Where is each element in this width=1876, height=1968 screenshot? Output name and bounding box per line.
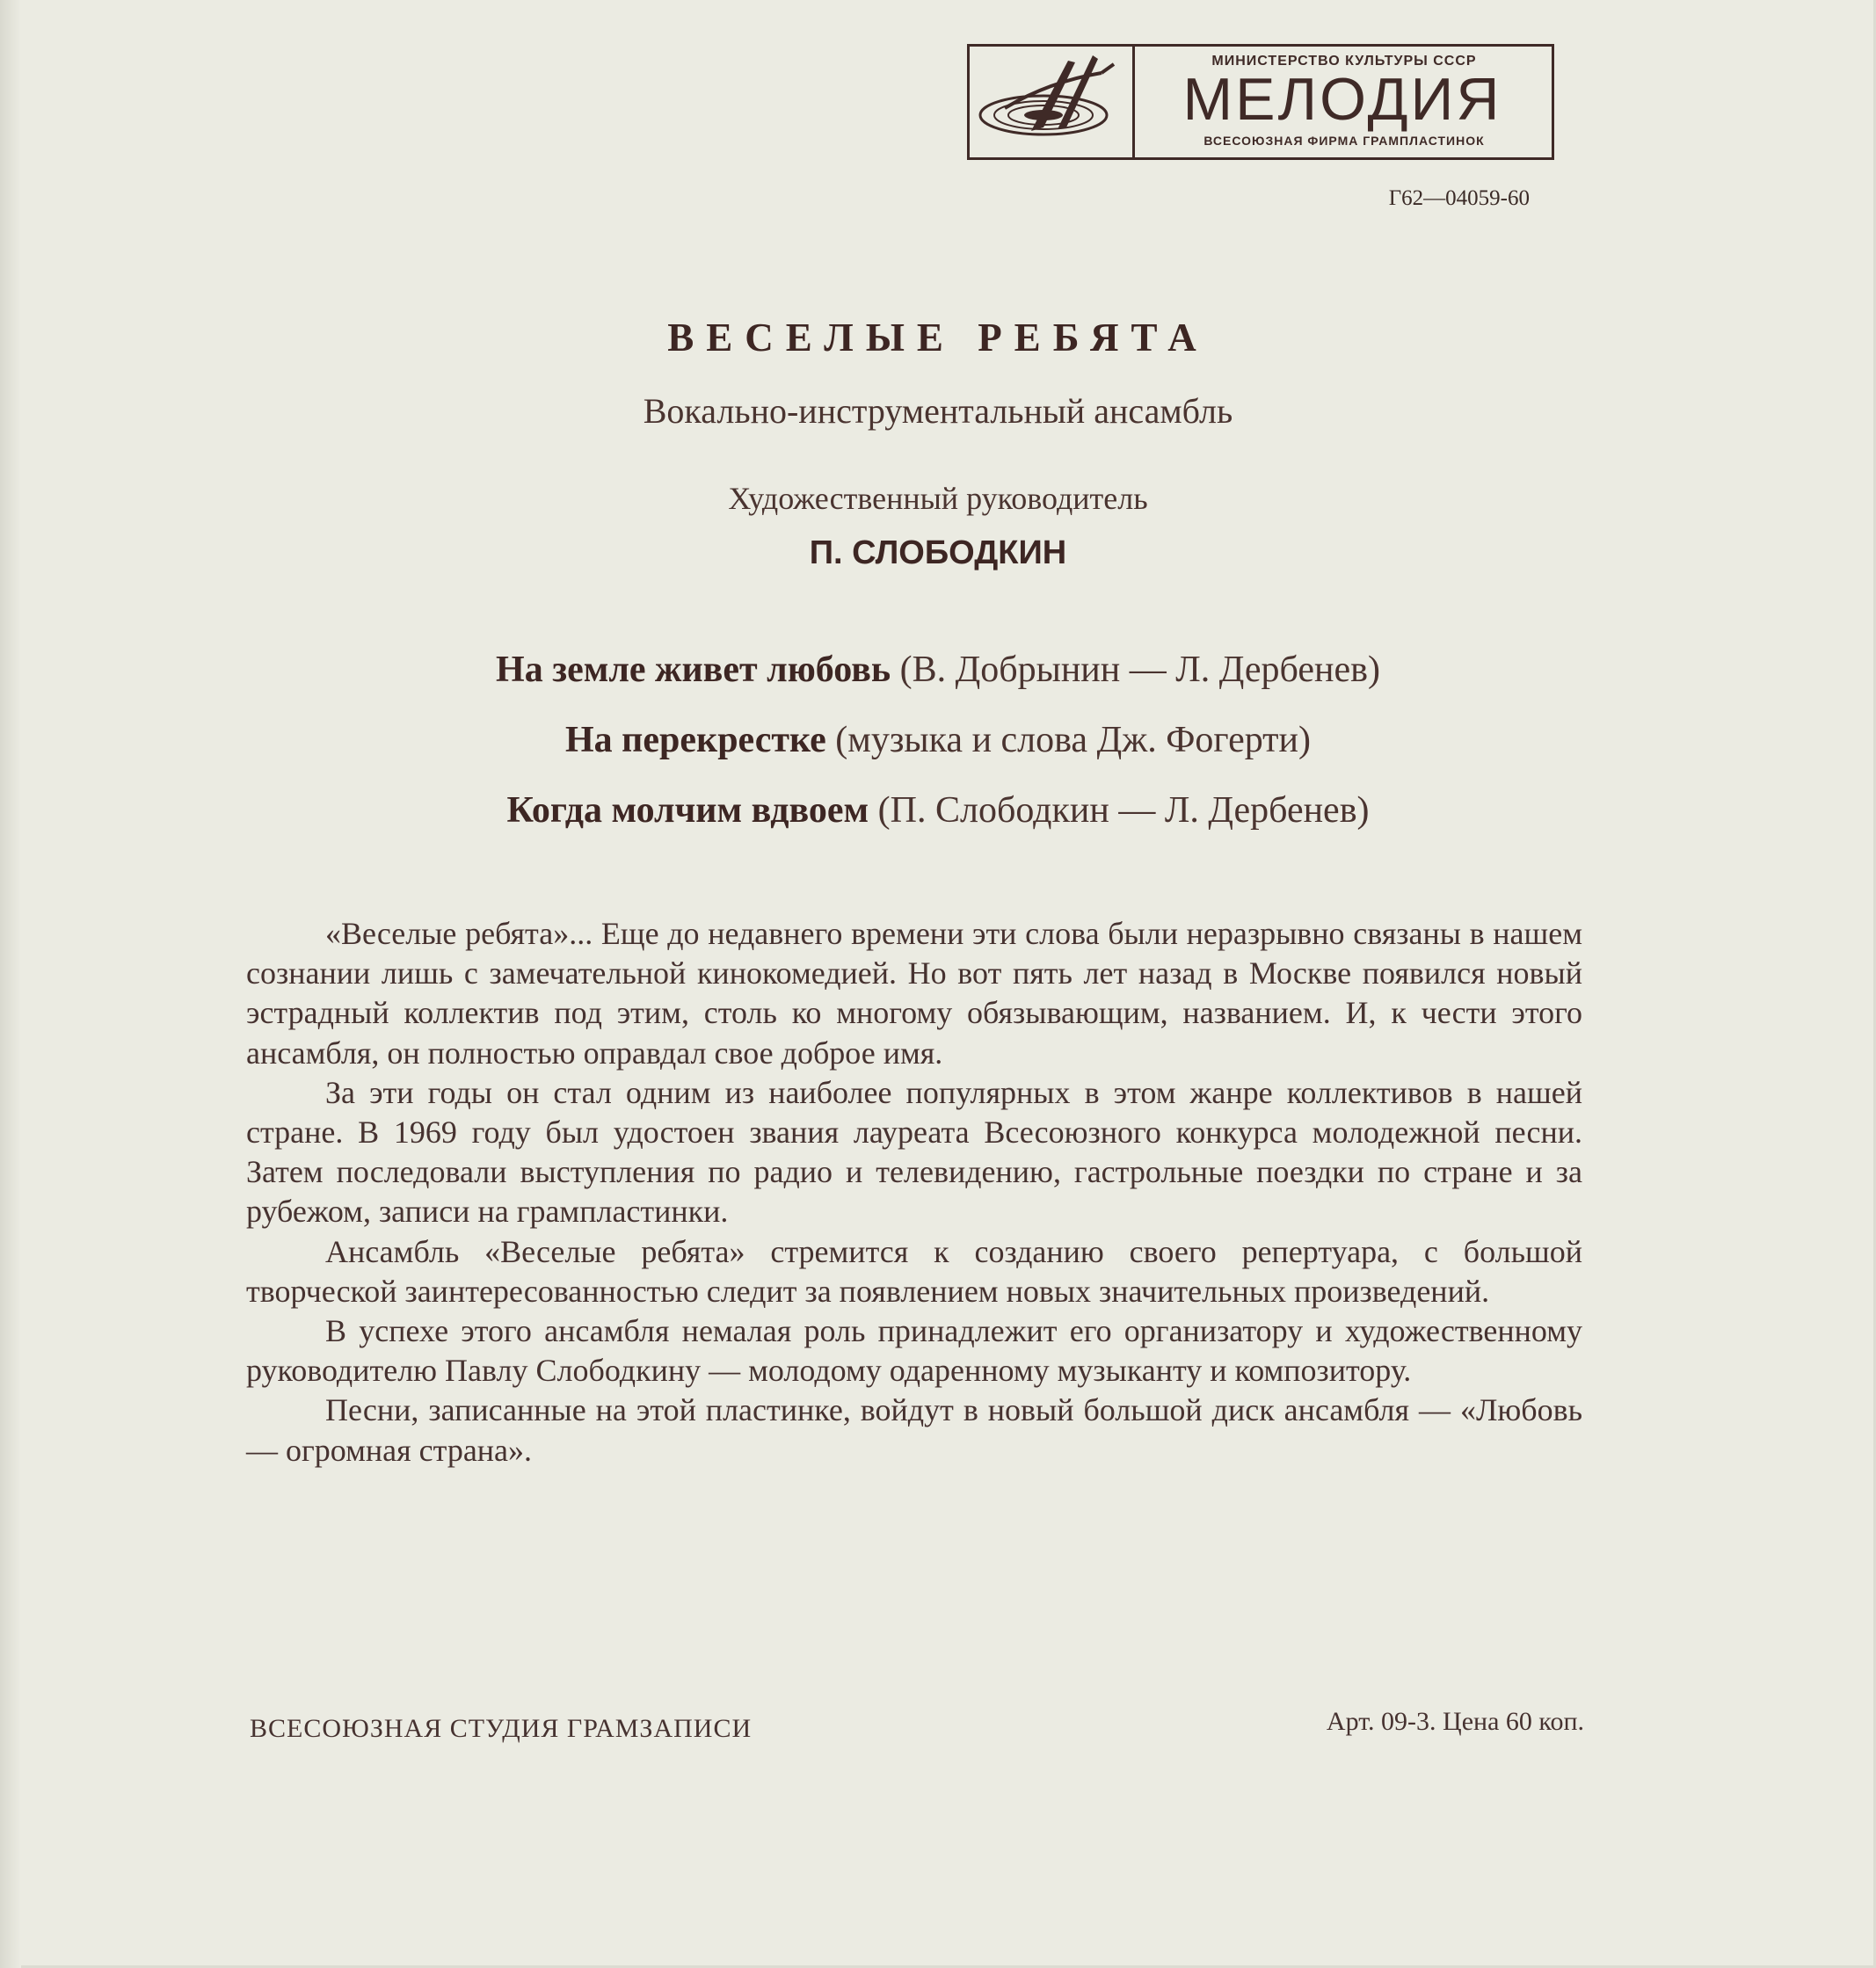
logo-text-block (1135, 47, 1552, 157)
logo-company-text: ВСЕСОЮЗНАЯ ФИРМА ГРАМПЛАСТИНОК (1203, 134, 1485, 148)
band-name: ВЕСЕЛЫЕ РЕБЯТА (667, 316, 1209, 359)
track-credits: (П. Слободкин — Л. Дербенев) (877, 790, 1370, 831)
track-credits: (музыка и слова Дж. Фогерти) (835, 720, 1311, 760)
track-item (0, 705, 1876, 775)
director-name: П. СЛОБОДКИН (809, 534, 1067, 571)
notes-paragraph: За эти годы он стал одним из наиболее популярных в этом жанре коллективов в нашей стране. В 1969 году был удостоен звания лауреата Всесоюзного конкурса молодежной песни. Затем последовали выступления по радио и телевидению, гастрольные поездки по стране и за рубежом, записи на грампластинки. (246, 1074, 1582, 1230)
track-list (0, 635, 1876, 846)
notes-paragraph: Песни, записанные на этой пластинке, войдут в новый большой диск ансамбля — «Любовь — огромная страна». (246, 1392, 1582, 1468)
track-title: Когда молчим вдвоем (506, 790, 869, 831)
price-label: Арт. 09-3. Цена 60 коп. (1326, 1707, 1584, 1736)
logo-brand-name: МЕЛОДИЯ (1182, 66, 1502, 133)
liner-notes (246, 914, 1582, 1471)
studio-name: ВСЕСОЮЗНАЯ СТУДИЯ ГРАМЗАПИСИ (250, 1714, 753, 1743)
band-description: Вокально-инструментальный ансамбль (643, 391, 1233, 431)
sleeve-edge (0, 0, 21, 1968)
logo-ministry-text: МИНИСТЕРСТВО КУЛЬТУРЫ СССР (1211, 54, 1477, 69)
track-item (0, 775, 1876, 846)
director-title: Художественный руководитель (728, 481, 1148, 516)
gramophone-emblem-icon (970, 47, 1135, 157)
track-title: На земле живет любовь (496, 650, 891, 690)
track-credits: (В. Добрынин — Л. Дербенев) (899, 650, 1380, 690)
catalog-number: Г62—04059-60 (1388, 186, 1530, 210)
notes-paragraph: «Веселые ребята»... Еще до недавнего времени эти слова были неразрывно связаны в нашем сознании лишь с замечательной кинокомедией. Но вот пять лет назад в Москве появился новый эстрадный коллектив под этим, столь ко многому обязывающим, названием. И, к чести этого ансамбля, он полностью оправдал свое доброе имя. (246, 916, 1582, 1071)
track-title: На перекрестке (564, 720, 826, 760)
notes-paragraph: Ансамбль «Веселые ребята» стремится к созданию своего репертуара, с большой творческой заинтересованностью следит за появлением новых значительных произведений. (246, 1233, 1582, 1309)
notes-paragraph: В успехе этого ансамбля немалая роль принадлежит его организатору и художественному руководителю Павлу Слободкину — молодому одаренному музыканту и композитору. (246, 1313, 1582, 1389)
melodiya-logo (967, 44, 1554, 160)
track-item (0, 635, 1876, 705)
